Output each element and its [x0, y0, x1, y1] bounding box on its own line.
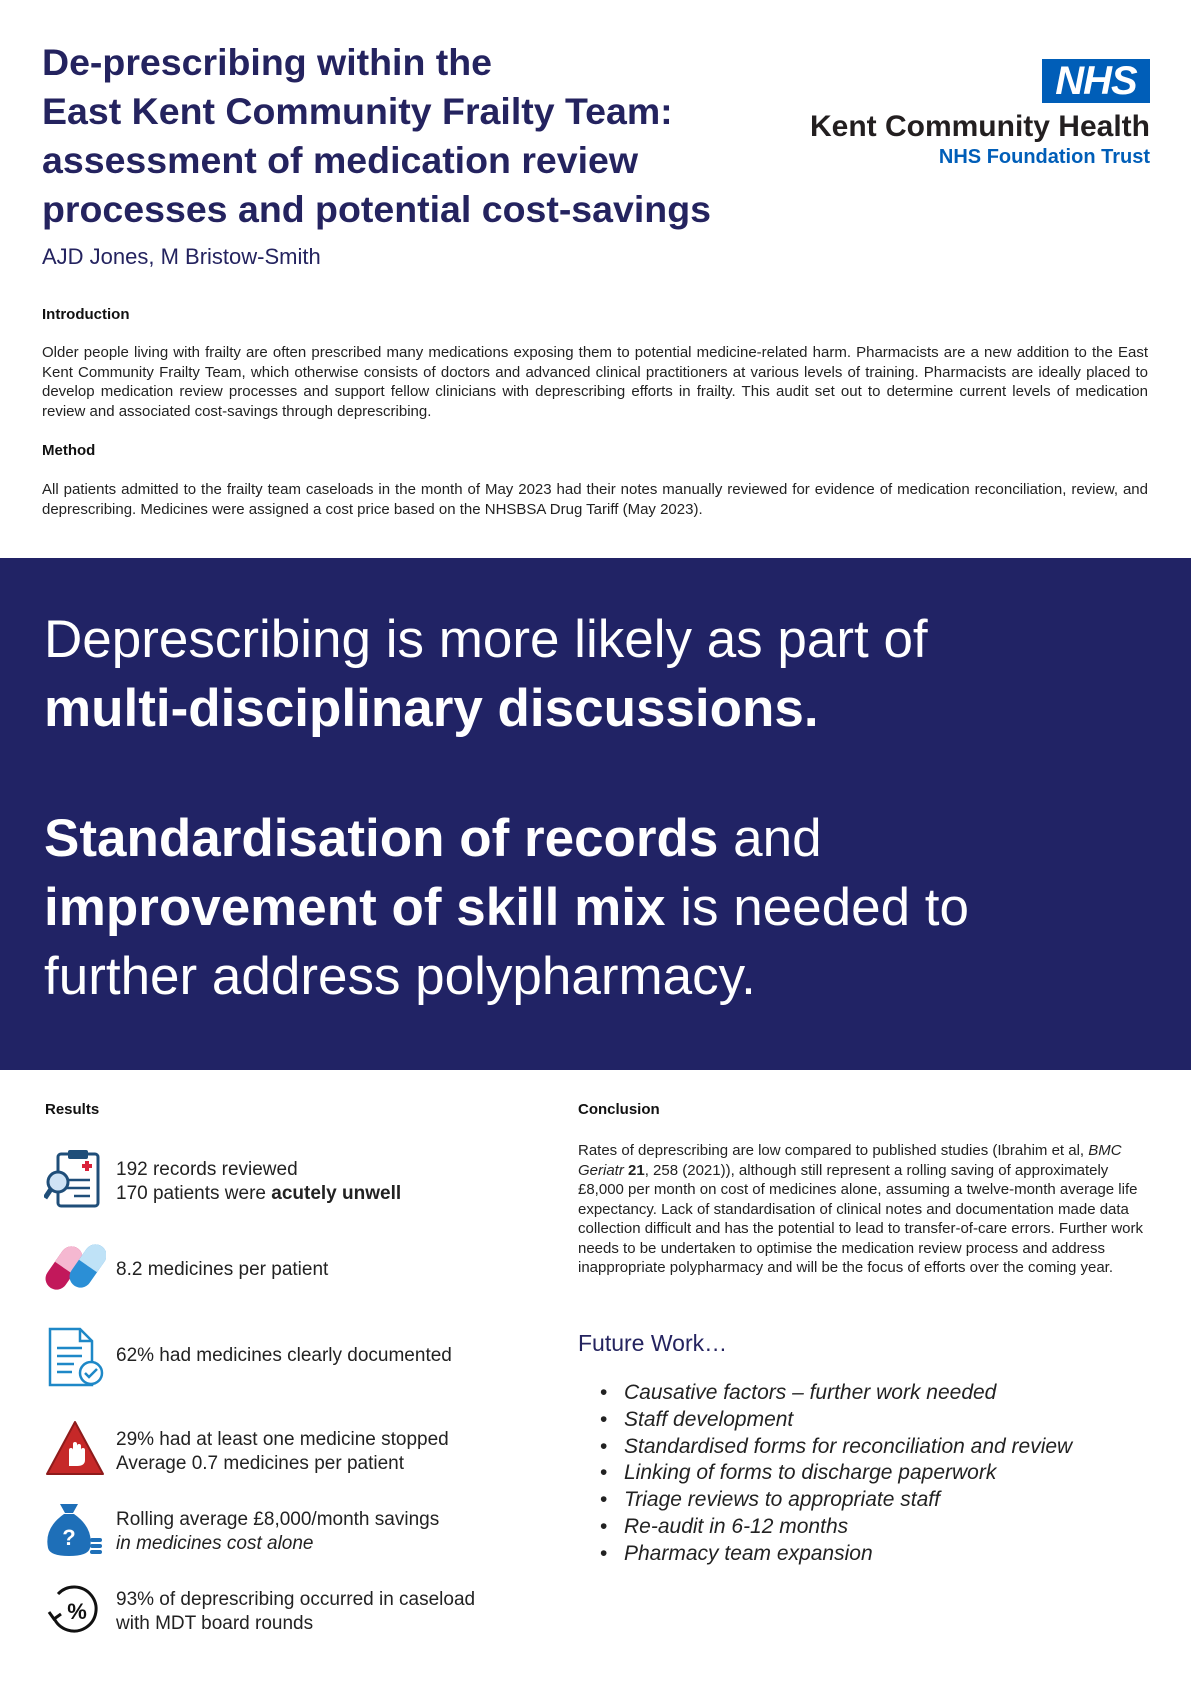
list-item: • Linking of forms to discharge paperwork — [600, 1460, 1072, 1487]
method-heading: Method — [42, 442, 96, 459]
future-work-list — [600, 1380, 1072, 1568]
banner-line: multi-disciplinary discussions. — [44, 679, 819, 738]
future-work-title: Future Work… — [578, 1330, 728, 1356]
list-item: • Pharmacy team expansion — [600, 1541, 1072, 1568]
results-heading: Results — [45, 1101, 100, 1118]
introduction-text: Older people living with frailty are often prescribed many medications exposing them to potential medicine-related harm. Pharmacists are a new addition to the East Kent Community Frailty Team, which otherwise consists of doctors and advanced clinical practitioners at various levels of training. Pharmacists are ideally placed to develop medication review processes and support fellow clinicians with deprescribing efforts in frailty. This audit set out to determine current levels of medication review and associated cost-savings through deprescribing. — [42, 344, 1148, 420]
result-text: with MDT board rounds — [116, 1613, 314, 1634]
nhs-logo — [790, 56, 1150, 171]
introduction-heading: Introduction — [42, 306, 130, 323]
svg-text:?: ? — [62, 1525, 76, 1550]
result-text: Rolling average £8,000/month savings — [116, 1509, 440, 1530]
money-bag-icon — [44, 1498, 106, 1560]
title-line: East Kent Community Frailty Team: — [42, 90, 673, 132]
document-check-icon — [44, 1326, 106, 1388]
list-item: • Staff development — [600, 1407, 1072, 1434]
banner-line: improvement of skill mix is needed to — [44, 878, 969, 937]
svg-text:%: % — [67, 1599, 87, 1624]
trust-name: NHS Foundation Trust — [938, 146, 1150, 168]
result-documented — [44, 1326, 564, 1396]
conclusion-heading: Conclusion — [578, 1101, 660, 1118]
list-item: • Triage reviews to appropriate staff — [600, 1487, 1072, 1514]
result-medicines — [44, 1236, 564, 1306]
result-text: in medicines cost alone — [116, 1533, 314, 1554]
method-text: All patients admitted to the frailty team caseloads in the month of May 2023 had their notes manually reviewed for evidence of medication reconciliation, review, and deprescribing. Medicines were assigned a cost price based on the NHSBSA Drug Tariff (May 2023). — [42, 481, 1148, 518]
clipboard-search-icon — [44, 1148, 106, 1210]
result-text: 62% had medicines clearly documented — [116, 1345, 452, 1366]
title-line: De-prescribing within the — [42, 41, 493, 83]
result-text: 192 records reviewed — [116, 1159, 298, 1180]
nhs-logo-mark: NHS — [1042, 59, 1150, 103]
result-text: 29% had at least one medicine stopped — [116, 1429, 449, 1450]
authors: AJD Jones, M Bristow-Smith — [42, 244, 321, 269]
stop-hand-warning-icon — [44, 1418, 106, 1480]
title-line: assessment of medication review — [42, 139, 639, 181]
result-savings — [44, 1498, 564, 1568]
result-text: 93% of deprescribing occurred in caseload — [116, 1589, 476, 1610]
list-item: • Standardised forms for reconciliation and review — [600, 1434, 1072, 1461]
result-text: 8.2 medicines per patient — [116, 1259, 329, 1280]
banner-line: Deprescribing is more likely as part of — [44, 610, 928, 669]
list-item: • Causative factors – further work needed — [600, 1380, 1072, 1407]
poster-title — [42, 38, 802, 234]
result-text: 170 patients were acutely unwell — [116, 1183, 402, 1204]
title-line: processes and potential cost-savings — [42, 188, 711, 230]
banner-line: further address polypharmacy. — [44, 947, 756, 1006]
key-message-banner — [0, 558, 1191, 1070]
banner-line: Standardisation of records and — [44, 809, 822, 868]
result-mdt — [44, 1578, 564, 1648]
result-stopped — [44, 1418, 564, 1488]
conclusion-text: Rates of deprescribing are low compared to published studies (Ibrahim et al, BMC Geriatr 21, 258 (2021)), although still represent a rolling saving of approximately £8,000 per month on cost of medicines alone, assuming a twelve-month average life expectancy. Lack of standardisation of clinical notes and documentation made data collection difficult and has the potential to lead to transfer-of-care errors. Further work needs to be undertaken to optimise the medication review process and address inappropriate polypharmacy and will be the focus of efforts over the coming year. — [578, 1142, 1143, 1276]
percent-cycle-icon — [44, 1578, 106, 1640]
organisation-name: Kent Community Health — [809, 110, 1150, 143]
pills-icon — [44, 1236, 106, 1298]
result-text: Average 0.7 medicines per patient — [116, 1453, 404, 1474]
result-records — [44, 1148, 564, 1218]
list-item: • Re-audit in 6-12 months — [600, 1514, 1072, 1541]
